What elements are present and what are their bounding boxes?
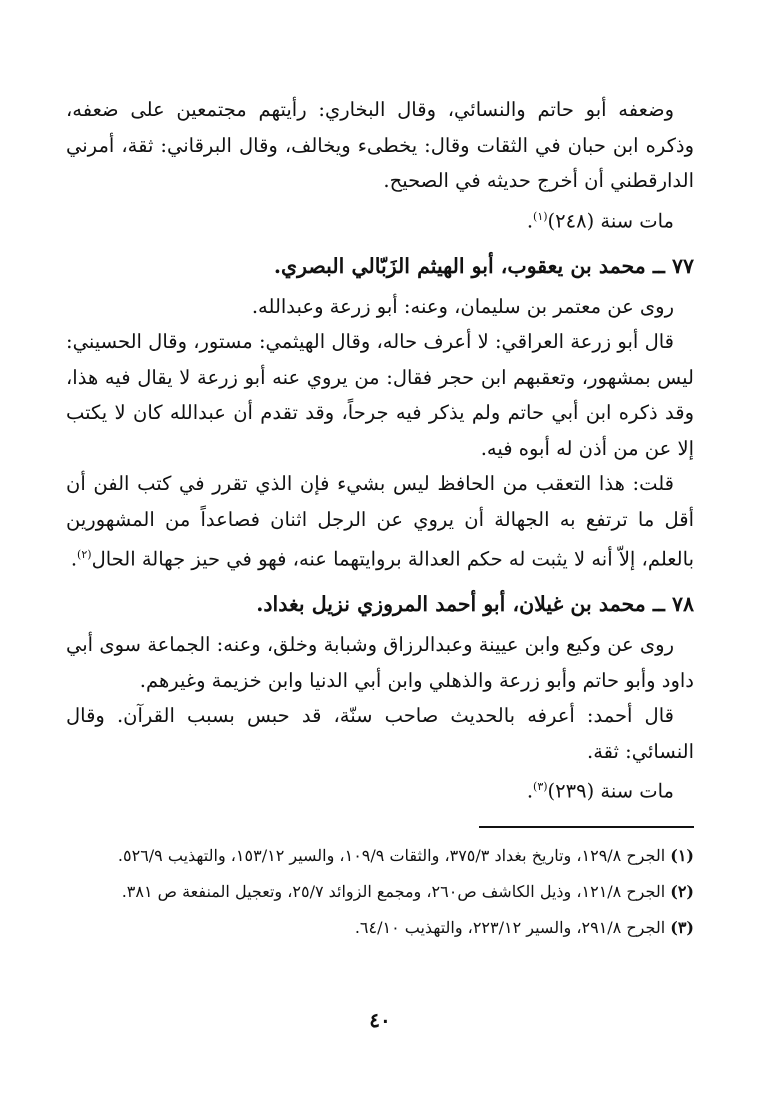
footnote-2 (66, 878, 694, 906)
footnote-separator (479, 826, 694, 828)
entry-77-comment (66, 466, 694, 577)
footnote-ref-3[interactable]: (٣) (533, 780, 548, 793)
footnote-ref-2[interactable]: (٢) (77, 548, 92, 561)
comment-text: قلت: هذا التعقب من الحافظ ليس بشيء فإن الذي تقرر في كتب الفن أن أقل ما ترتفع به الجهالة أن يروي عن الرجل اثنان فصاعداً من المشهورين بالعلم، إلاّ أنه لا يثبت له حكم العدالة بروايتهما عنه، فهو في حيز جهالة الحال (66, 472, 694, 571)
footnote-1 (66, 842, 694, 870)
death-year: مات سنة (٢٣٩) (547, 779, 674, 803)
footnote-mark: (٢) (670, 882, 694, 901)
footnote-ref-1[interactable]: (١) (533, 209, 548, 223)
entry-78-narrators: روى عن وكيع وابن عيينة وعبدالرزاق وشبابة وخلق، وعنه: الجماعة سوى أبي داود وأبو حاتم وأبو زرعة والذهلي وابن أبي الدنيا وابن خزيمة وغيرهم. (66, 633, 694, 692)
page-number: ٤٠ (369, 1008, 391, 1032)
entry-78-number: ٧٨ ــ (652, 592, 694, 616)
footnote-3 (66, 914, 694, 942)
footnote-text: الجرح ٢٩١/٨، والسير ٢٢٣/١٢، والتهذيب ٦٤/١٠. (354, 918, 666, 937)
comment-end: . (70, 547, 78, 571)
entry-78-death (66, 769, 694, 809)
footnote-text: الجرح ١٢٩/٨، وتاريخ بغداد ٣٧٥/٣، والثقات ١٠٩/٩، والسير ١٥٣/١٢، والتهذيب ٥٢٦/٩. (117, 846, 666, 865)
entry-77-number: ٧٧ ــ (652, 253, 694, 278)
entry-78-title: محمد بن غيلان، أبو أحمد المروزي نزيل بغداد. (256, 592, 646, 616)
entry-78-heading (66, 584, 694, 624)
entry-77-grading: قال أبو زرعة العراقي: لا أعرف حاله، وقال الهيثمي: مستور، وقال الحسيني: ليس بمشهور، وتعقبهم ابن حجر فقال: من يروي عنه أبو زرعة لا يقال فيه هذا، وقد ذكره ابن أبي حاتم ولم يذكر فيه جرحاً، وقد تقدم أن عبدالله كان لا يكتب إلا عن من أذن له أبوه فيه. (66, 330, 694, 460)
entry-76-text: وضعفه أبو حاتم والنسائي، وقال البخاري: رأيتهم مجتمعين على ضعفه، وذكره ابن حبان في الثقات وقال: يخطىء ويخالف، وقال البرقاني: ثقة، أمرني الدارقطني أن أخرج حديثه في الصحيح. (66, 98, 694, 192)
entry-77-heading (66, 246, 694, 286)
death-end: . (526, 779, 534, 803)
entry-78-grading: قال أحمد: أعرفه بالحديث صاحب سنّة، قد حبس بسبب القرآن. وقال النسائي: ثقة. (66, 704, 694, 763)
death-end: . (526, 209, 534, 232)
footnote-text: الجرح ١٢١/٨، وذيل الكاشف ص٢٦٠، ومجمع الزوائد ٢٥/٧، وتعجيل المنفعة ص ٣٨١. (121, 882, 666, 901)
footnote-mark: (١) (670, 846, 694, 865)
page-body (66, 92, 694, 809)
footnotes (66, 842, 694, 950)
footnote-mark: (٣) (670, 918, 694, 937)
entry-76-death (66, 199, 694, 239)
entry-77-narrators: روى عن معتمر بن سليمان، وعنه: أبو زرعة وعبدالله. (251, 294, 674, 318)
entry-77-title: محمد بن يعقوب، أبو الهيثم الزَبّالي البصري. (273, 253, 646, 278)
death-year: مات سنة (٢٤٨) (547, 209, 674, 232)
